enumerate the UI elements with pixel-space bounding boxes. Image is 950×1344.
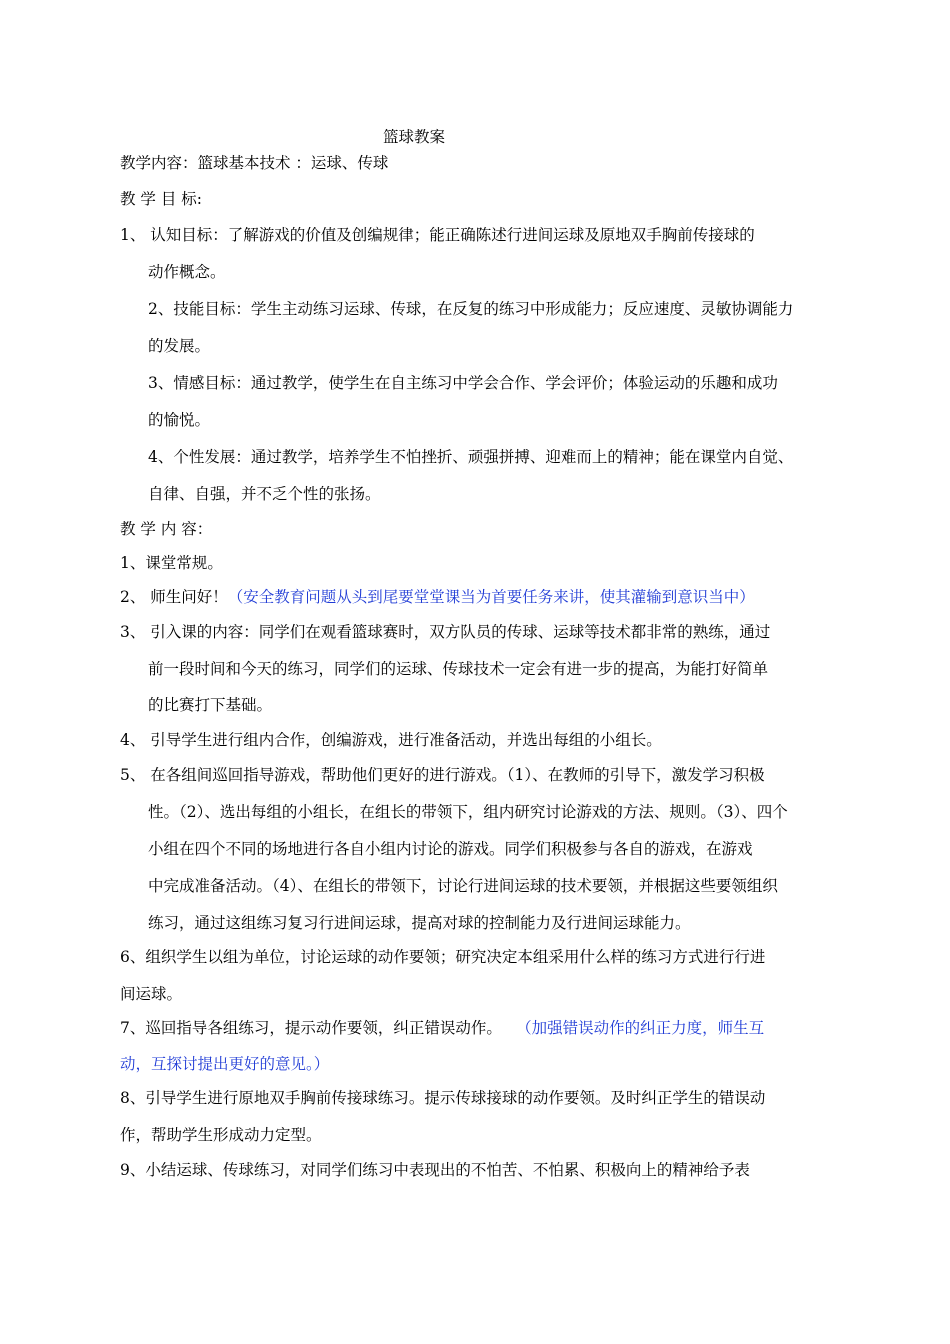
goal-4-line-2: 自律、自强，并不乏个性的张扬。 [148, 485, 381, 503]
list-item-7-line-1 [120, 1017, 764, 1039]
list-item-7-line-2: 动，互探讨提出更好的意见。） [120, 1055, 330, 1073]
goal-1-line-1: 1、 认知目标：了解游戏的价值及创编规律；能正确陈述行进间运球及原地双手胸前传接球的 [120, 226, 755, 244]
list-item-3-line-2: 前一段时间和今天的练习，同学们的运球、传球技术一定会有进一步的提高，为能打好简单 [148, 660, 769, 678]
list-item-2-text: 2、 师生问好！ [120, 588, 228, 606]
content-line: 教学内容：篮球基本技术 ：运球、传球 [120, 154, 389, 172]
list-item-7-text: 7、巡回指导各组练习，提示动作要领，纠正错误动作。 [120, 1019, 502, 1037]
list-item-3-line-1: 3、 引入课的内容：同学们在观看篮球赛时，双方队员的传球、运球等技术都非常的熟练，通过 [120, 623, 771, 641]
list-item-8-line-2: 作，帮助学生形成动力定型。 [120, 1126, 322, 1144]
list-item-6-line-1: 6、组织学生以组为单位，讨论运球的动作要领；研究决定本组采用什么样的练习方式进行行进 [120, 948, 766, 966]
list-item-3-line-3: 的比赛打下基础。 [148, 696, 273, 714]
goal-1-line-2: 动作概念。 [148, 263, 226, 281]
correction-note: （加强错误动作的纠正力度，师生互 [523, 1019, 765, 1037]
safety-note: （安全教育问题从头到尾要堂堂课当为首要任务来讲，使其灌输到意识当中） [227, 588, 755, 606]
document-title: 篮球教案 [383, 128, 446, 146]
goal-2-line-1: 2、技能目标：学生主动练习运球、传球，在反复的练习中形成能力；反应速度、灵敏协调能力 [148, 300, 794, 318]
list-item-5-line-5: 练习，通过这组练习复习行进间运球，提高对球的控制能力及行进间运球能力。 [148, 914, 691, 932]
list-item-1: 1、课堂常规。 [120, 554, 223, 572]
list-item-9-line-1: 9、小结运球、传球练习，对同学们练习中表现出的不怕苦、不怕累、积极向上的精神给予表 [120, 1161, 750, 1179]
list-item-4: 4、 引导学生进行组内合作，创编游戏，进行准备活动，并选出每组的小组长。 [120, 731, 662, 749]
list-item-5-line-4: 中完成准备活动。（4）、在组长的带领下，讨论行进间运球的技术要领，并根据这些要领组织 [148, 877, 778, 895]
list-item-6-line-2: 间运球。 [120, 985, 183, 1003]
content-heading: 教 学 内 容： [120, 520, 213, 538]
goal-2-line-2: 的发展。 [148, 337, 211, 355]
list-item-5-line-3: 小组在四个不同的场地进行各自小组内讨论的游戏。同学们积极参与各自的游戏，在游戏 [148, 840, 753, 858]
list-item-5-line-2: 性。（2）、选出每组的小组长，在组长的带领下，组内研究讨论游戏的方法、规则。（3）、四个 [148, 803, 788, 821]
goals-heading: 教 学 目 标: [120, 190, 203, 208]
goal-4-line-1: 4、个性发展：通过教学，培养学生不怕挫折、顽强拼搏、迎难而上的精神；能在课堂内自觉、 [148, 448, 794, 466]
goal-3-line-1: 3、情感目标：通过教学，使学生在自主练习中学会合作、学会评价；体验运动的乐趣和成功 [148, 374, 778, 392]
list-item-5-line-1: 5、 在各组间巡回指导游戏，帮助他们更好的进行游戏。（1）、在教师的引导下，激发学习积极 [120, 766, 765, 784]
list-item-2 [120, 586, 755, 608]
list-item-8-line-1: 8、引导学生进行原地双手胸前传接球练习。提示传球接球的动作要领。及时纠正学生的错误动 [120, 1089, 766, 1107]
goal-3-line-2: 的愉悦。 [148, 411, 211, 429]
